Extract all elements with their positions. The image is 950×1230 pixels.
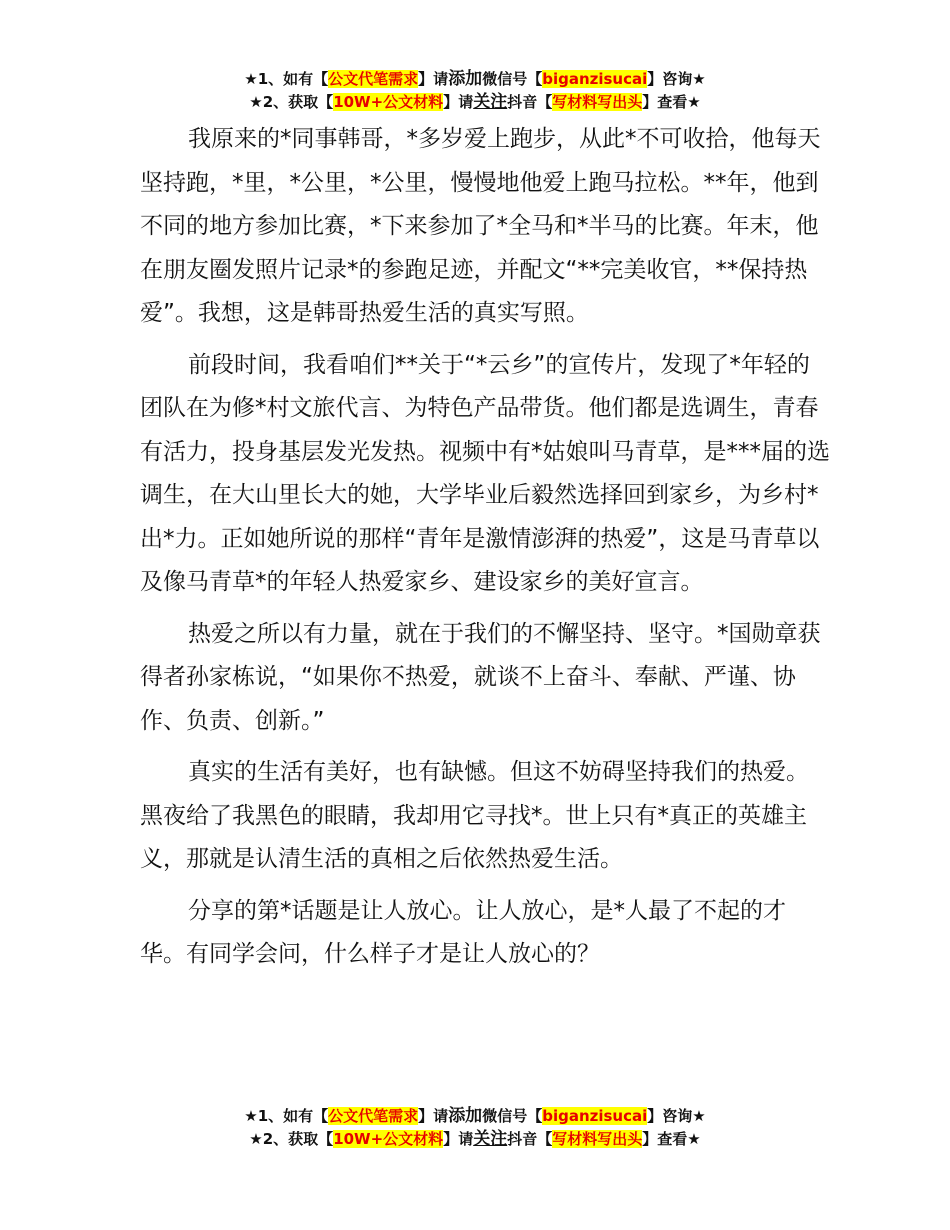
banner-text: 微信号【: [482, 70, 543, 88]
banner-highlight: biganzisucai: [542, 70, 648, 88]
banner-emphasis: 关注: [473, 92, 508, 112]
banner-text: 】查看★: [642, 93, 701, 111]
paragraph: 分享的第*话题是让人放心。让人放心，是*人最了不起的才华。有同学会问，什么样子才是让人放心的？: [140, 897, 786, 967]
banner-text: ★2、获取【: [249, 1130, 334, 1148]
banner-text: 】请: [443, 93, 474, 111]
banner-line-2: [0, 91, 950, 114]
banner-line-1: [0, 1105, 950, 1128]
banner-text: 】请: [418, 70, 449, 88]
banner-text: 】请: [418, 1107, 449, 1125]
banner-highlight: 10W+公文材料: [333, 93, 444, 111]
banner-highlight: 写材料写出头: [552, 1130, 643, 1148]
banner-text: 抖音【: [507, 93, 553, 111]
banner-emphasis: 添加: [448, 69, 483, 89]
banner-text: 】查看★: [642, 1130, 701, 1148]
banner-highlight: biganzisucai: [542, 1107, 648, 1125]
footer-banner: [0, 1105, 950, 1151]
paragraph: 真实的生活有美好，也有缺憾。但这不妨碍坚持我们的热爱。黑夜给了我黑色的眼睛，我却用它寻找*。世上只有*真正的英雄主义，那就是认清生活的真相之后依然热爱生活。: [140, 759, 809, 872]
paragraph: 前段时间，我看咱们**关于“*云乡”的宣传片，发现了*年轻的团队在为修*村文旅代言、为特色产品带货。他们都是选调生，青春有活力，投身基层发光发热。视频中有*姑娘叫马青草，是***届的选调生，在大山里长大的她，大学毕业后毅然选择回到家乡，为乡村*出*力。正如她所说的那样“青年是激情澎湃的热爱”，这是马青草以及像马青草*的年轻人热爱家乡、建设家乡的美好宣言。: [140, 351, 830, 595]
banner-highlight: 公文代笔需求: [328, 70, 419, 88]
banner-text: 微信号【: [482, 1107, 543, 1125]
banner-highlight: 写材料写出头: [552, 93, 643, 111]
banner-text: 】请: [443, 1130, 474, 1148]
banner-text: ★2、获取【: [249, 93, 334, 111]
banner-emphasis: 添加: [448, 1106, 483, 1126]
document-body: [140, 118, 830, 985]
banner-text: ★1、如有【: [244, 1107, 329, 1125]
banner-text: ★1、如有【: [244, 70, 329, 88]
banner-text: 抖音【: [507, 1130, 553, 1148]
banner-emphasis: 关注: [473, 1129, 508, 1149]
paragraph: 热爱之所以有力量，就在于我们的不懈坚持、坚守。*国勋章获得者孙家栋说，“如果你不热爱，就谈不上奋斗、奉献、严谨、协作、负责、创新。”: [140, 620, 821, 734]
paragraph: 我原来的*同事韩哥，*多岁爱上跑步，从此*不可收拾，他每天坚持跑，*里，*公里，*公里，慢慢地他爱上跑马拉松。**年，他到不同的地方参加比赛，*下来参加了*全马和*半马的比赛。年末，他在朋友圈发照片记录*的参跑足迹，并配文“**完美收官，**保持热爱”。我想，这是韩哥热爱生活的真实写照。: [140, 126, 821, 326]
banner-line-2: [0, 1128, 950, 1151]
header-banner: [0, 68, 950, 114]
banner-line-1: [0, 68, 950, 91]
banner-text: 】咨询★: [647, 70, 706, 88]
banner-text: 】咨询★: [647, 1107, 706, 1125]
banner-highlight: 公文代笔需求: [328, 1107, 419, 1125]
banner-highlight: 10W+公文材料: [333, 1130, 444, 1148]
